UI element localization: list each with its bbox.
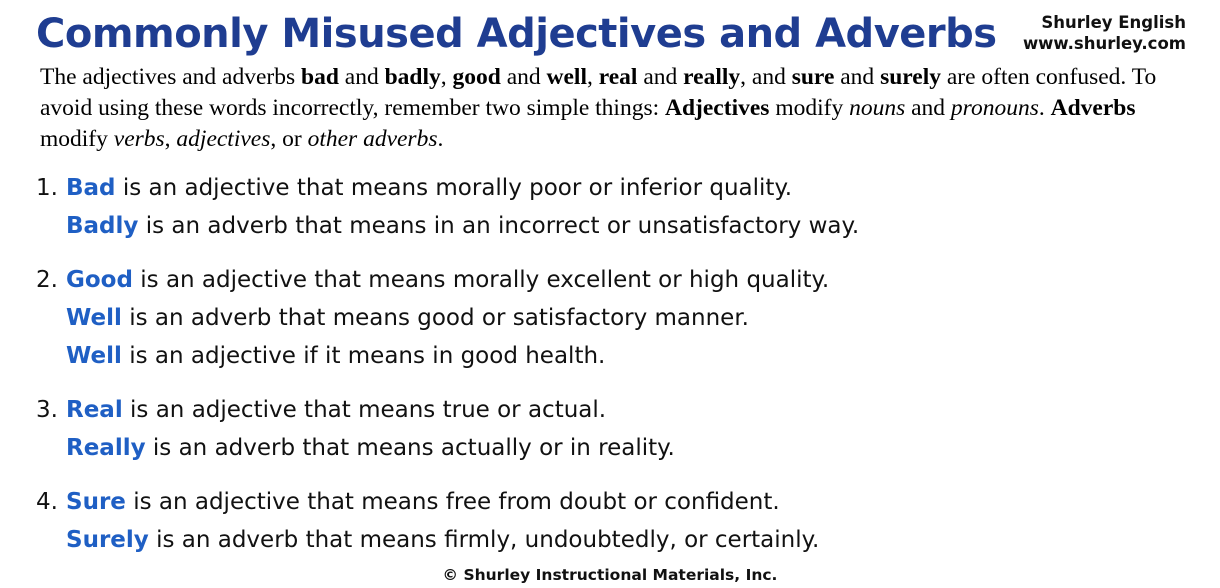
intro-text-15: , or: [270, 126, 308, 152]
list-item-number: 4.: [36, 489, 58, 515]
list-item-lines: [66, 261, 1198, 375]
rule-line: [66, 207, 1198, 245]
list-item-number: 2.: [36, 267, 58, 293]
intro-bold-well: well: [546, 64, 587, 90]
rule-line: [66, 337, 1198, 375]
intro-bold-bad: bad: [301, 64, 339, 90]
intro-bold-good: good: [452, 64, 501, 90]
intro-bold-surely: surely: [880, 64, 941, 90]
intro-bold-adjectives: Adjectives: [665, 95, 770, 121]
list-item: [22, 169, 1198, 245]
intro-text-16: .: [437, 126, 444, 152]
rule-line: [66, 483, 1198, 521]
brand-url: www.shurley.com: [1022, 34, 1186, 53]
intro-text-2: and: [338, 64, 385, 90]
intro-bold-really: really: [683, 64, 741, 90]
intro-text-4: and: [500, 64, 547, 90]
copyright-footer: © Shurley Instructional Materials, Inc.: [442, 566, 778, 584]
brand-name: Shurley English: [1041, 13, 1186, 32]
list-item-lines: [66, 169, 1198, 245]
rule-text: is an adjective that means morally excellent or high quality.: [132, 267, 830, 293]
intro-bold-badly: badly: [384, 64, 441, 90]
rule-keyword: Real: [66, 397, 123, 423]
list-item: [22, 391, 1198, 467]
intro-text-5: ,: [587, 64, 599, 90]
brand-block: [1023, 12, 1186, 54]
intro-text-12: .: [1038, 95, 1051, 121]
intro-text-14: ,: [164, 126, 177, 152]
rule-line: [66, 429, 1198, 467]
rule-keyword: Bad: [66, 175, 116, 201]
page-title: Commonly Misused Adjectives and Adverbs: [36, 11, 997, 57]
intro-italic-adjectives: adjectives: [176, 126, 271, 152]
rule-line: [66, 261, 1198, 299]
header: [22, 4, 1198, 60]
rule-keyword: Badly: [66, 213, 139, 239]
rule-text: is an adjective if it means in good health.: [121, 343, 606, 369]
intro-text-7: , and: [740, 64, 792, 90]
rule-keyword: Well: [66, 343, 122, 369]
rule-text: is an adjective that means free from doubt or confident.: [125, 489, 780, 515]
intro-text-8: and: [834, 64, 881, 90]
intro-text-11: and: [905, 95, 951, 121]
intro-bold-real: real: [598, 64, 638, 90]
intro-italic-verbs: verbs: [113, 126, 165, 152]
rule-text: is an adverb that means good or satisfactory manner.: [121, 305, 749, 331]
list-item: [22, 261, 1198, 375]
rule-line: [66, 521, 1198, 559]
rule-line: [66, 169, 1198, 207]
intro-bold-sure: sure: [791, 64, 835, 90]
intro-text-13: modify: [40, 126, 114, 152]
intro-text-9: are often confused. To avoid using these words incorrectly, remember two simple things:: [40, 64, 1157, 121]
list-item: [22, 483, 1198, 559]
rule-text: is an adverb that means actually or in reality.: [145, 435, 675, 461]
intro-italic-pronouns: pronouns: [950, 95, 1039, 121]
list-item-number: 3.: [36, 397, 58, 423]
list-item-number: 1.: [36, 175, 58, 201]
rule-keyword: Surely: [66, 527, 149, 553]
rule-text: is an adverb that means firmly, undoubtedly, or certainly.: [148, 527, 820, 553]
list-item-lines: [66, 483, 1198, 559]
rule-keyword: Good: [66, 267, 133, 293]
rule-text: is an adjective that means true or actual.: [122, 397, 607, 423]
rule-keyword: Well: [66, 305, 122, 331]
intro-italic-other-adverbs: other adverbs: [307, 126, 438, 152]
rule-keyword: Really: [66, 435, 146, 461]
intro-text-10: modify: [769, 95, 850, 121]
rules-list: [22, 169, 1198, 559]
rule-line: [66, 299, 1198, 337]
intro-text-6: and: [637, 64, 684, 90]
rule-line: [66, 391, 1198, 429]
list-item-lines: [66, 391, 1198, 467]
intro-bold-adverbs: Adverbs: [1050, 95, 1136, 121]
intro-italic-nouns: nouns: [849, 95, 906, 121]
rule-keyword: Sure: [66, 489, 126, 515]
intro-text-3: ,: [440, 64, 453, 90]
intro-text-1: The adjectives and adverbs: [40, 64, 302, 90]
rule-text: is an adverb that means in an incorrect or unsatisfactory way.: [138, 213, 860, 239]
intro-paragraph: [40, 62, 1186, 155]
rule-text: is an adjective that means morally poor or inferior quality.: [115, 175, 793, 201]
